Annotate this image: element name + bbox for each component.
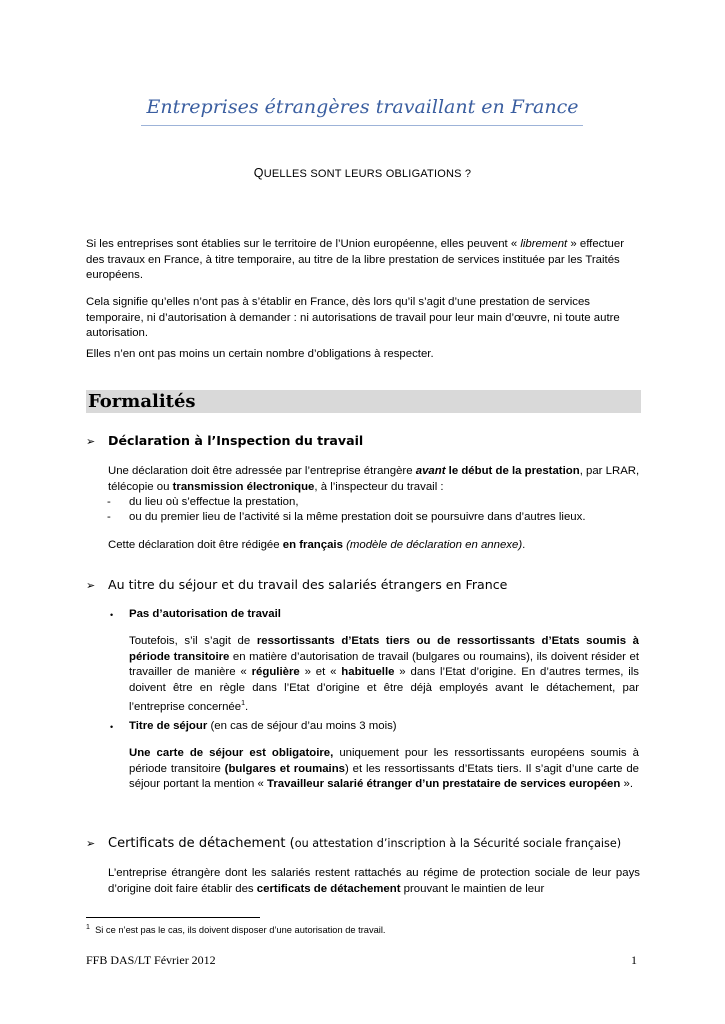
b2-title-rest: (en cas de séjour d’au moins 3 mois) bbox=[207, 720, 397, 732]
certificates-heading bbox=[108, 834, 621, 852]
b1-text: . bbox=[244, 700, 249, 713]
b2-bold: (bulgares et roumains bbox=[224, 762, 345, 775]
decl-avant: avant bbox=[415, 465, 446, 477]
certif-heading-main: Certificats de détachement ( bbox=[108, 836, 295, 851]
b2-text: ». bbox=[620, 778, 633, 790]
decl-bold: transmission électronique bbox=[172, 480, 315, 493]
certif-text: L’entreprise étrangère dont les salariés restent rattachés au régime de protection sociale de leur pays d’origine doit faire établir des bbox=[108, 867, 640, 895]
dot-bullet-icon: • bbox=[110, 610, 114, 620]
subtitle-initial: Q bbox=[253, 166, 264, 180]
residence-paragraph bbox=[129, 746, 639, 793]
intro-paragraph-1 bbox=[86, 237, 640, 284]
footnote-separator bbox=[86, 917, 260, 918]
document-subtitle bbox=[0, 166, 725, 180]
intro-paragraph-3: Elles n’en ont pas moins un certain nombre d’obligations à respecter. bbox=[86, 348, 434, 360]
list-item: du lieu où s’effectue la prestation, bbox=[129, 496, 299, 508]
lang-italic: (modèle de déclaration en annexe) bbox=[342, 539, 523, 551]
footnote-ref[interactable]: 1 bbox=[241, 700, 245, 707]
section-title: Formalités bbox=[88, 391, 196, 412]
intro-emphasis: librement bbox=[520, 238, 568, 250]
b1-bold: habituelle bbox=[341, 666, 395, 678]
lang-text: Cette déclaration doit être rédigée bbox=[108, 539, 283, 551]
b2-text: uniquement pour les ressortissants européens soumis à période transitoire bbox=[129, 747, 639, 775]
dot-bullet-icon: • bbox=[110, 722, 114, 732]
decl-text: Une déclaration doit être adressée par l’entreprise étrangère bbox=[108, 465, 416, 477]
bullet-title-work-permit bbox=[129, 607, 281, 623]
subtitle-rest: UELLES SONT LEURS OBLIGATIONS ? bbox=[263, 168, 472, 180]
title-underline bbox=[141, 125, 583, 126]
work-permit-paragraph bbox=[129, 634, 639, 715]
bullet-title-residence bbox=[129, 719, 397, 735]
certif-text: prouvant le maintien de leur bbox=[400, 882, 545, 895]
arrow-bullet-icon: ➢ bbox=[86, 580, 96, 592]
list-dash: - bbox=[107, 511, 111, 523]
declaration-heading: Déclaration à l’Inspection du travail bbox=[108, 433, 364, 448]
list-item: ou du premier lieu de l’activité si la même prestation doit se poursuivre dans d’autres lieux. bbox=[129, 511, 586, 523]
b2-bold: Une carte de séjour est obligatoire, bbox=[129, 747, 334, 759]
b1-title: Pas d’autorisation de travail bbox=[129, 608, 281, 620]
document-title: Entreprises étrangères travaillant en France bbox=[146, 96, 579, 118]
footer-reference: FFB DAS/LT Février 2012 bbox=[86, 953, 216, 967]
arrow-bullet-icon: ➢ bbox=[86, 436, 96, 448]
lang-text: . bbox=[522, 539, 526, 551]
list-dash: - bbox=[107, 496, 111, 508]
footnote-number: 1 bbox=[86, 924, 90, 931]
certif-bold: certificats de détachement bbox=[256, 882, 401, 895]
b1-text: » et « bbox=[299, 666, 342, 678]
declaration-paragraph bbox=[108, 464, 640, 495]
page-number: 1 bbox=[631, 953, 637, 967]
b1-text: » dans l’Etat d’origine. En d’autres termes, ils doivent être en règle dans l’Etat d’origine et être déjà employés avant le détachement, par l’entreprise concernée bbox=[129, 666, 639, 713]
arrow-bullet-icon: ➢ bbox=[86, 838, 96, 850]
b2-text: ) et les ressortissants d’Etats tiers. Il s’agit d’une carte de séjour portant la mention « bbox=[129, 762, 640, 790]
intro-paragraph-2: Cela signifie qu’elles n’ont pas à s’établir en France, dès lors qu’il s’agit d’une prestation de services temporaire, ni d’autorisation à demander : ni autorisations de travail pour leur main d’œuvre, ni toute autre autorisation. bbox=[86, 296, 620, 339]
declaration-language-note bbox=[108, 538, 640, 554]
intro-text: » effectuer des travaux en France, à titre temporaire, au titre de la libre prestation de services instituée par les Traités européens. bbox=[86, 238, 624, 281]
sejour-heading: Au titre du séjour et du travail des salariés étrangers en France bbox=[108, 577, 508, 592]
decl-bold: le début de la prestation bbox=[445, 465, 580, 477]
b2-bold: Travailleur salarié étranger d’un prestataire de services européen bbox=[267, 778, 621, 790]
lang-bold: en français bbox=[282, 539, 343, 551]
intro-text: Si les entreprises sont établies sur le territoire de l’Union européenne, elles peuvent « bbox=[86, 238, 521, 250]
b1-text: Toutefois, s’il s’agit de bbox=[129, 635, 257, 647]
b1-bold: ressortissants d’Etats tiers ou de ressortissants d’Etats soumis à période transitoire bbox=[129, 635, 639, 663]
certif-heading-rest: ou attestation d’inscription à la Sécurité sociale française) bbox=[294, 837, 622, 850]
decl-text: , à l’inspecteur du travail : bbox=[314, 480, 444, 493]
certificates-paragraph bbox=[108, 866, 640, 897]
b2-title: Titre de séjour bbox=[129, 720, 208, 732]
footnote-text: Si ce n’est pas le cas, ils doivent disposer d’une autorisation de travail. bbox=[95, 925, 386, 936]
footnote bbox=[86, 924, 386, 935]
b1-text: en matière d’autorisation de travail (bulgares ou roumains), ils doivent résider et travailler de manière « bbox=[129, 650, 640, 678]
b1-bold: régulière bbox=[251, 666, 300, 678]
decl-text: , par LRAR, télécopie ou bbox=[108, 465, 640, 493]
